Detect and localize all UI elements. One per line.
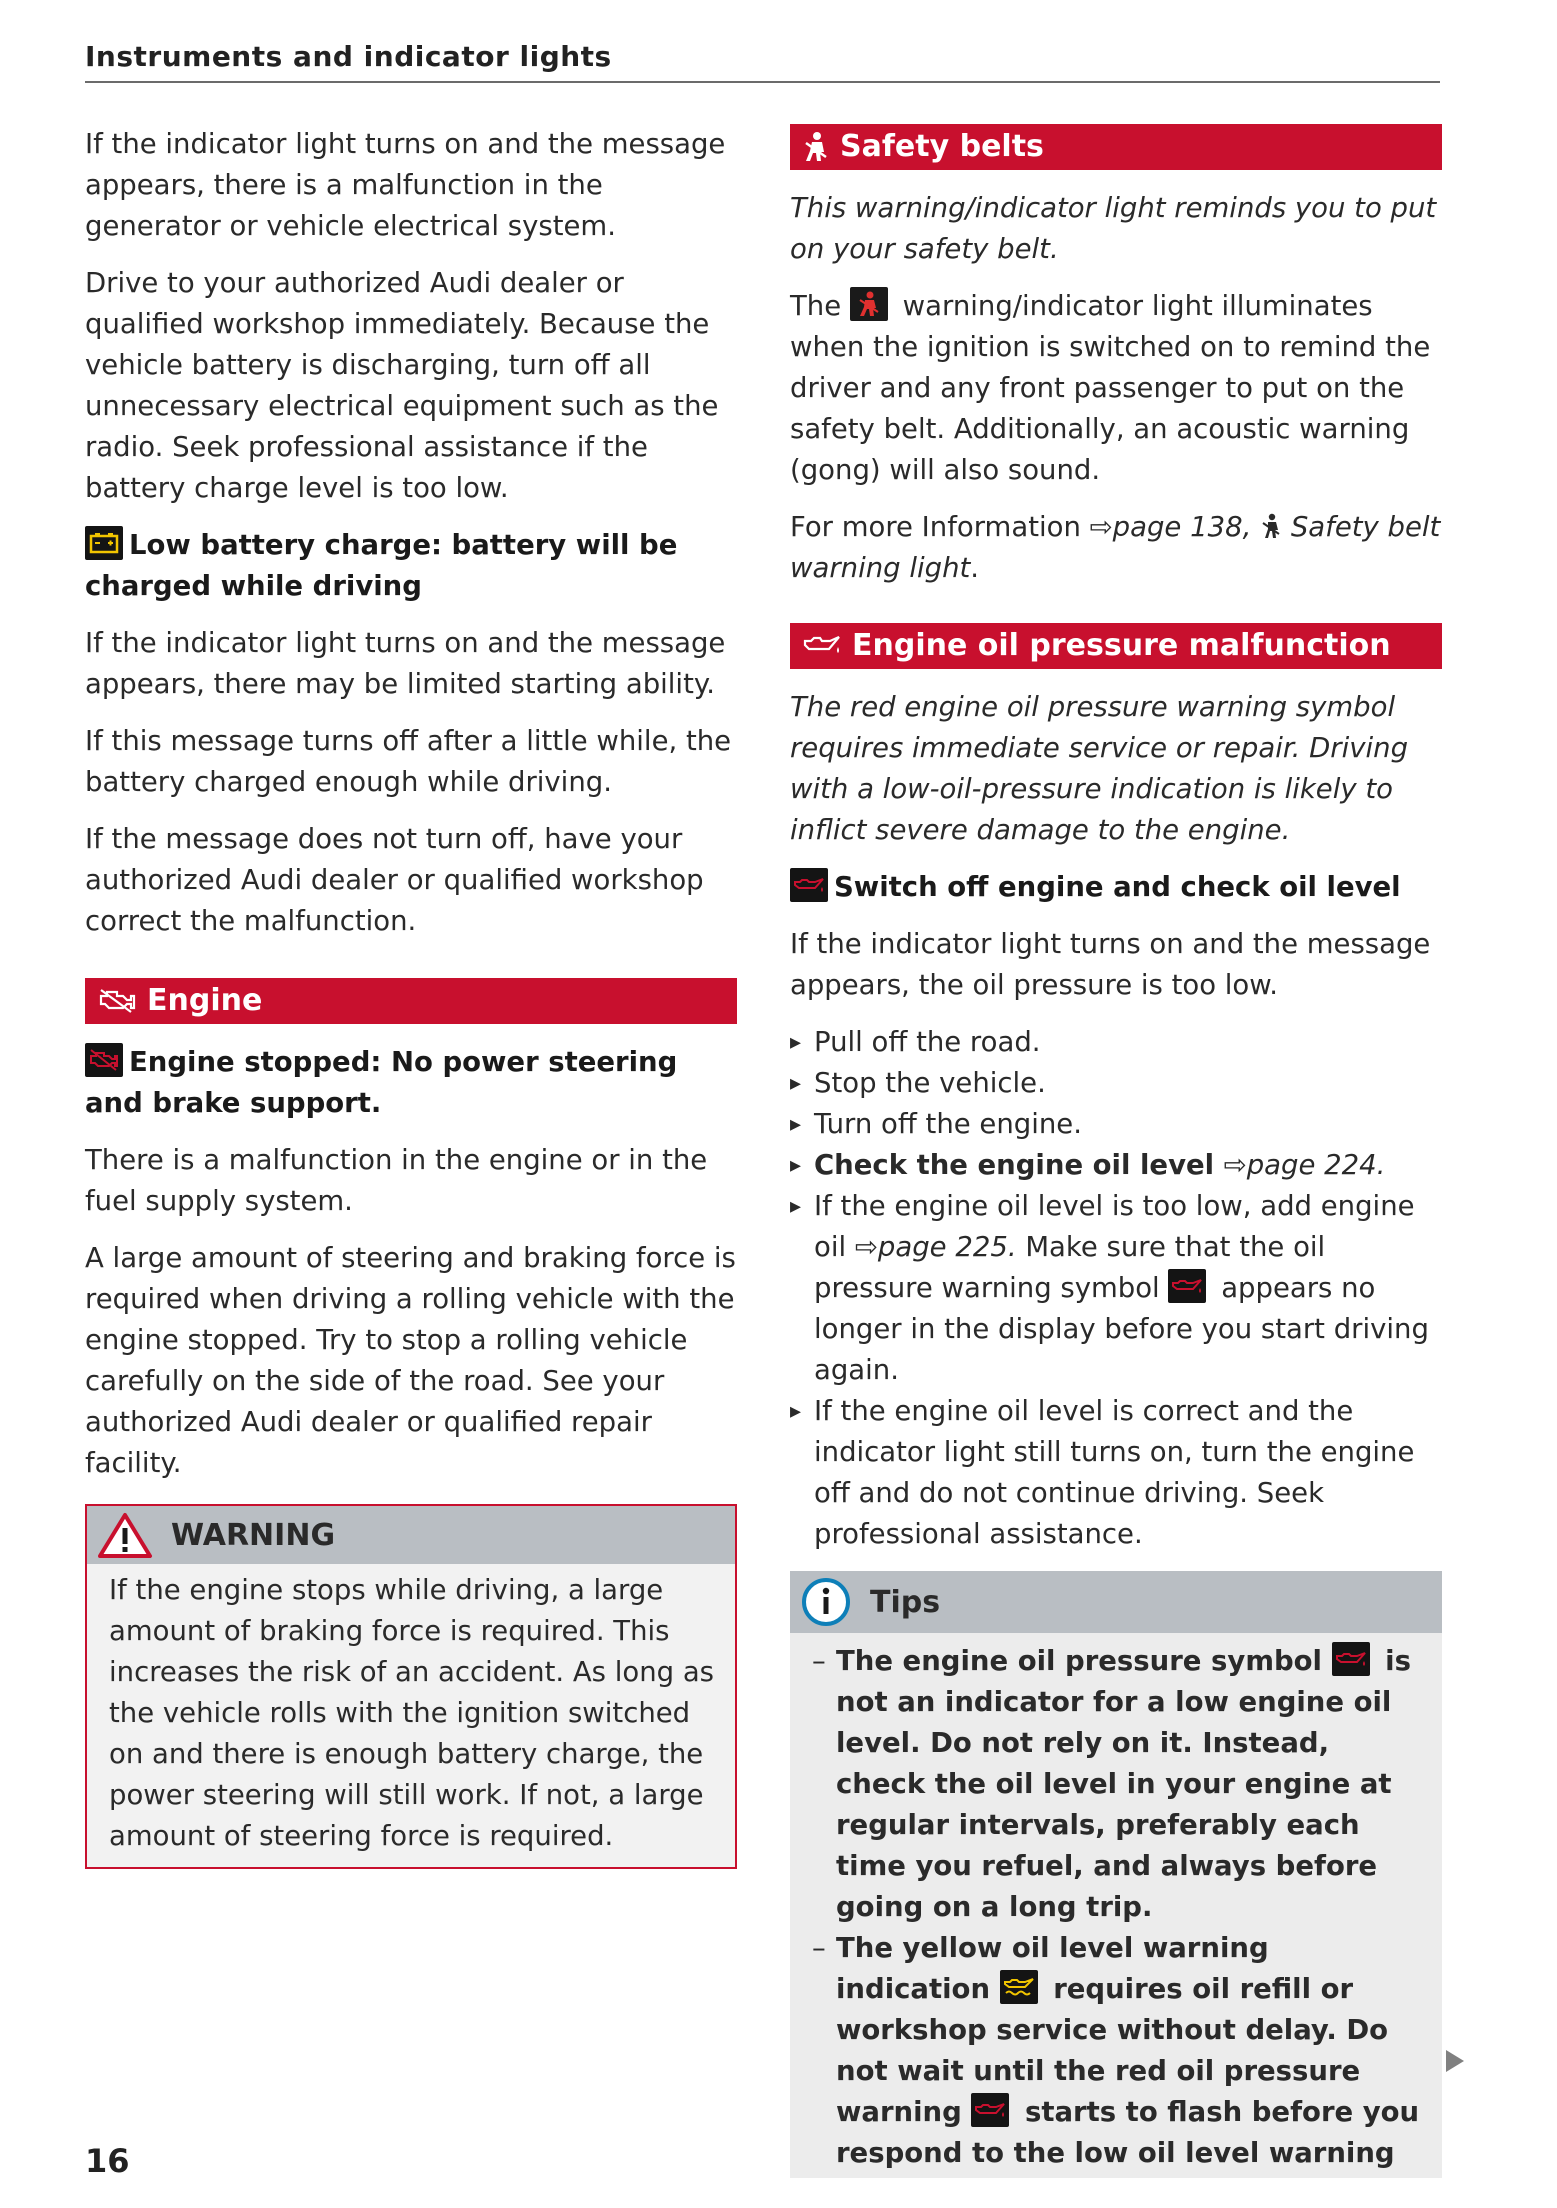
oil-pressure-indicator-icon: [1332, 1642, 1370, 1676]
header-title: Instruments and indicator lights: [85, 40, 612, 73]
oil-pressure-low-paragraph: If the indicator light turns on and the message appears, the oil pressure is too low.: [790, 928, 1431, 1001]
info-icon: [800, 1576, 852, 1628]
appears-no-longer-text: appears no longer in the display before you start driving again.: [814, 1272, 1429, 1386]
seatbelt-indicator-icon: [850, 287, 888, 321]
tips-header: [790, 1571, 1442, 1633]
oil-pressure-indicator-icon: [1168, 1269, 1206, 1303]
list-item: ▸ Pull off the road.: [790, 1022, 1442, 1063]
oil-pressure-section-bar: [790, 623, 1442, 669]
oil-steps-list: [790, 1022, 1442, 1555]
low-battery-heading-text: Low battery charge: battery will be charged while driving: [85, 529, 678, 602]
engine-malfunction-icon: [85, 1043, 123, 1077]
warning-box: [85, 1504, 737, 1869]
page-header: [85, 40, 1440, 83]
message-not-off-paragraph: If the message does not turn off, have your authorized Audi dealer or qualified workshop correct the malfunction.: [85, 823, 704, 937]
list-item: [812, 1928, 1420, 2174]
more-info-end: .: [970, 552, 980, 584]
seatbelt-icon: [802, 131, 830, 163]
switch-off-heading: [790, 867, 1442, 908]
page-224-link[interactable]: page 224.: [1246, 1149, 1386, 1181]
tips-box: [790, 1571, 1442, 2178]
list-item: [790, 1145, 1442, 1186]
warning-triangle-icon: [97, 1511, 153, 1559]
continue-arrow-icon: [1446, 2050, 1464, 2072]
list-item: [790, 1186, 1442, 1391]
oil-pressure-indicator-icon: [790, 868, 828, 902]
tips-list: [790, 1633, 1442, 2178]
limited-starting-paragraph: If the indicator light turns on and the message appears, there may be limited starting ability.: [85, 627, 726, 700]
list-item: ▸ Turn off the engine.: [790, 1104, 1442, 1145]
oil-intro: The red engine oil pressure warning symbol requires immediate service or repair. Driving with a low-oil-pressure indication is likely to inflict severe damage to the engine.: [790, 691, 1409, 846]
tip2-text-a: The yellow oil level warning indication: [836, 1932, 1269, 2005]
engine-stopped-heading-text: Engine stopped: No power steering and brake support.: [85, 1046, 678, 1119]
engine-malfunction-paragraph: There is a malfunction in the engine or in the fuel supply system.: [85, 1144, 708, 1217]
safety-intro: This warning/indicator light reminds you to put on your safety belt.: [790, 192, 1437, 265]
check-oil-text: Check the engine oil level: [814, 1149, 1215, 1181]
warning-title: WARNING: [171, 1517, 336, 1553]
page-138-link[interactable]: page 138,: [1112, 511, 1252, 543]
tip2-text-c: starts to flash before you respond to the low oil level warning: [836, 2096, 1420, 2169]
left-column: [85, 124, 737, 1869]
tips-title: Tips: [870, 1584, 941, 1620]
battery-indicator-icon: [85, 526, 123, 560]
drive-to-dealer-paragraph: Drive to your authorized Audi dealer or qualified workshop immediately. Because the vehicle battery is discharging, turn off all unnecessary electrical equipment such as the radio. Seek professional assistance if the battery charge level is too low.: [85, 267, 719, 504]
safety-paragraph: [790, 286, 1442, 491]
arrow-right-icon: ⇨: [1223, 1149, 1247, 1181]
engine-icon: [97, 986, 137, 1016]
switch-off-heading-text: Switch off engine and check oil level: [834, 871, 1401, 903]
generator-paragraph: If the indicator light turns on and the message appears, there is a malfunction in the generator or vehicle electrical system.: [85, 128, 726, 242]
right-column: [790, 124, 1442, 2178]
tip1-text-a: The engine oil pressure symbol: [836, 1645, 1322, 1677]
engine-section-title: Engine: [147, 983, 263, 1018]
tip2-text-b: requires oil refill or workshop service without delay. Do not wait until the red oil pressure warning: [836, 1973, 1389, 2128]
add-oil-text: If the engine oil level is too low, add engine oil: [814, 1190, 1415, 1263]
safety-text-a: The: [790, 290, 842, 322]
warning-header: [87, 1506, 735, 1564]
page-225-link[interactable]: page 225.: [877, 1231, 1017, 1263]
make-sure-text: Make sure that the oil pressure warning symbol: [814, 1231, 1326, 1304]
oil-level-indicator-icon: [1000, 1970, 1038, 2004]
engine-section-bar: [85, 978, 737, 1024]
tip1-text-b: is not an indicator for a low engine oil level. Do not rely on it. Instead, check the oil level in your engine at regular intervals, preferably each time you refuel, and always before going on a long trip.: [836, 1645, 1411, 1923]
page-number: 16: [85, 2142, 130, 2180]
oil-pressure-indicator-icon: [971, 2093, 1009, 2127]
engine-stopped-heading: [85, 1042, 737, 1124]
arrow-right-icon: ⇨: [854, 1231, 878, 1263]
low-battery-heading: [85, 525, 737, 607]
safety-more-info: [790, 507, 1442, 589]
list-item: ▸ If the engine oil level is correct and the indicator light still turns on, turn the engine off and do not continue driving. Seek professional assistance.: [790, 1391, 1442, 1555]
more-info-label: For more Information: [790, 511, 1081, 543]
list-item: ▸ Stop the vehicle.: [790, 1063, 1442, 1104]
safety-belts-section-bar: [790, 124, 1442, 170]
steering-force-paragraph: A large amount of steering and braking force is required when driving a rolling vehicle with the engine stopped. Try to stop a rolling vehicle carefully on the side of the road. See your authorized Audi dealer or qualified repair facility.: [85, 1242, 736, 1479]
safety-belt-warning-link[interactable]: Safety belt warning light: [790, 511, 1441, 584]
safety-text-b: warning/indicator light illuminates when the ignition is switched on to remind the driver and any front passenger to put on the safety belt. Additionally, an acoustic warning (gong) will also sound.: [790, 290, 1431, 486]
oil-pressure-title: Engine oil pressure malfunction: [852, 628, 1391, 663]
seatbelt-small-icon: [1260, 513, 1282, 539]
battery-charged-paragraph: If this message turns off after a little while, the battery charged enough while driving.: [85, 725, 732, 798]
oil-can-icon: [802, 633, 842, 659]
warning-text: If the engine stops while driving, a large amount of braking force is required. This increases the risk of an accident. As long as the vehicle rolls with the ignition switched on and there is enough battery charge, the power steering will still work. If not, a large amount of steering force is required.: [109, 1574, 715, 1852]
arrow-right-icon: ⇨: [1089, 511, 1113, 543]
list-item: [812, 1641, 1420, 1928]
safety-belts-title: Safety belts: [840, 129, 1044, 164]
